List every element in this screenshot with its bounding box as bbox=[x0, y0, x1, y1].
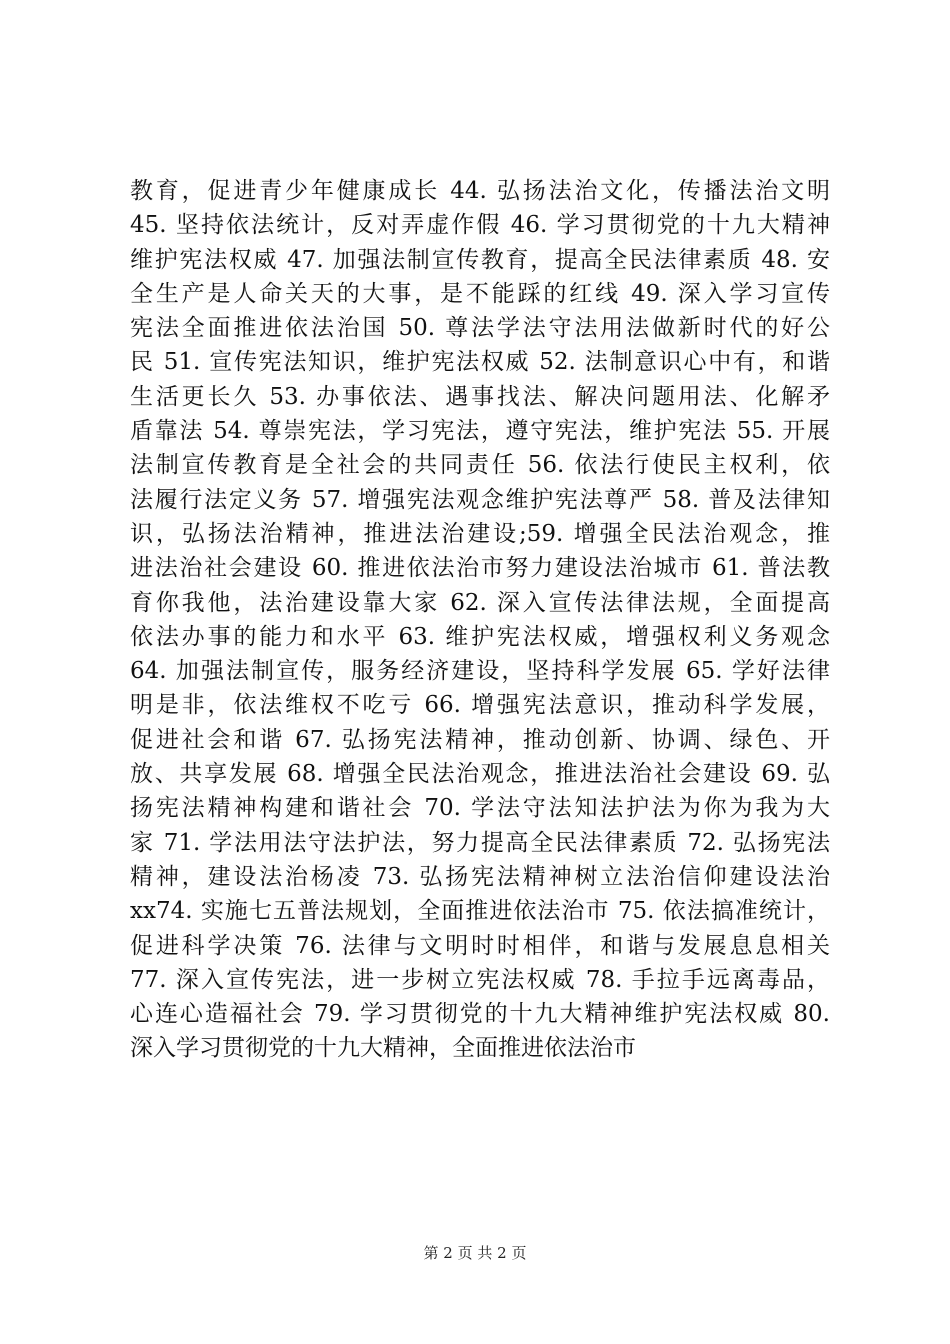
text-line: 教育，促进青少年健康成长 44. 弘扬法治文化，传播法治文明 bbox=[130, 178, 830, 204]
document-body-text bbox=[130, 174, 830, 1066]
text-line: 深入学习贯彻党的十九大精神，全面推进依法治市 bbox=[130, 1035, 636, 1062]
text-line: 民 51. 宣传宪法知识，维护宪法权威 52. 法制意识心中有，和谐 bbox=[130, 349, 830, 376]
text-line: 维护宪法权威 47. 加强法制宣传教育，提高全民法律素质 48. 安 bbox=[130, 246, 830, 273]
text-line: 识，弘扬法治精神，推进法治建设;59. 增强全民法治观念，推 bbox=[130, 520, 830, 547]
text-line: 法履行法定义务 57. 增强宪法观念维护宪法尊严 58. 普及法律知 bbox=[130, 486, 830, 513]
page-footer: 第 2 页 共 2 页 bbox=[423, 1244, 527, 1262]
text-line: 盾靠法 54. 尊崇宪法，学习宪法，遵守宪法，维护宪法 55. 开展 bbox=[130, 418, 830, 445]
text-line: 进法治社会建设 60. 推进依法治市努力建设法治城市 61. 普法教 bbox=[130, 555, 830, 582]
text-line: 生活更长久 53. 办事依法、遇事找法、解决问题用法、化解矛 bbox=[130, 383, 830, 410]
text-line: 心连心造福社会 79. 学习贯彻党的十九大精神维护宪法权威 80. bbox=[130, 1001, 830, 1028]
text-line: 育你我他，法治建设靠大家 62. 深入宣传法律法规，全面提高 bbox=[130, 589, 830, 616]
text-line: 放、共享发展 68. 增强全民法治观念，推进法治社会建设 69. 弘 bbox=[130, 761, 830, 788]
text-line: 家 71. 学法用法守法护法，努力提高全民法律素质 72. 弘扬宪法 bbox=[130, 829, 830, 856]
text-line: 促进科学决策 76. 法律与文明时时相伴，和谐与发展息息相关 bbox=[130, 932, 830, 959]
text-line: 64. 加强法制宣传，服务经济建设，坚持科学发展 65. 学好法律 bbox=[130, 658, 830, 685]
text-line: 45. 坚持依法统计，反对弄虚作假 46. 学习贯彻党的十九大精神 bbox=[130, 212, 830, 239]
text-line: 宪法全面推进依法治国 50. 尊法学法守法用法做新时代的好公 bbox=[130, 315, 830, 342]
text-line: 精神，建设法治杨凌 73. 弘扬宪法精神树立法治信仰建设法治 bbox=[130, 863, 830, 890]
text-line: 77. 深入宣传宪法，进一步树立宪法权威 78. 手拉手远离毒品， bbox=[130, 966, 830, 993]
text-line: xx74. 实施七五普法规划，全面推进依法治市 75. 依法搞准统计， bbox=[130, 898, 830, 925]
text-line: 依法办事的能力和水平 63. 维护宪法权威，增强权利义务观念 bbox=[130, 623, 830, 650]
text-line: 法制宣传教育是全社会的共同责任 56. 依法行使民主权利，依 bbox=[130, 452, 830, 479]
text-line: 促进社会和谐 67. 弘扬宪法精神，推动创新、协调、绿色、开 bbox=[130, 726, 830, 753]
text-line: 明是非，依法维权不吃亏 66. 增强宪法意识，推动科学发展， bbox=[130, 692, 830, 719]
text-line: 扬宪法精神构建和谐社会 70. 学法守法知法护法为你为我为大 bbox=[130, 795, 830, 822]
text-line: 全生产是人命关天的大事，是不能踩的红线 49. 深入学习宣传 bbox=[130, 280, 830, 307]
